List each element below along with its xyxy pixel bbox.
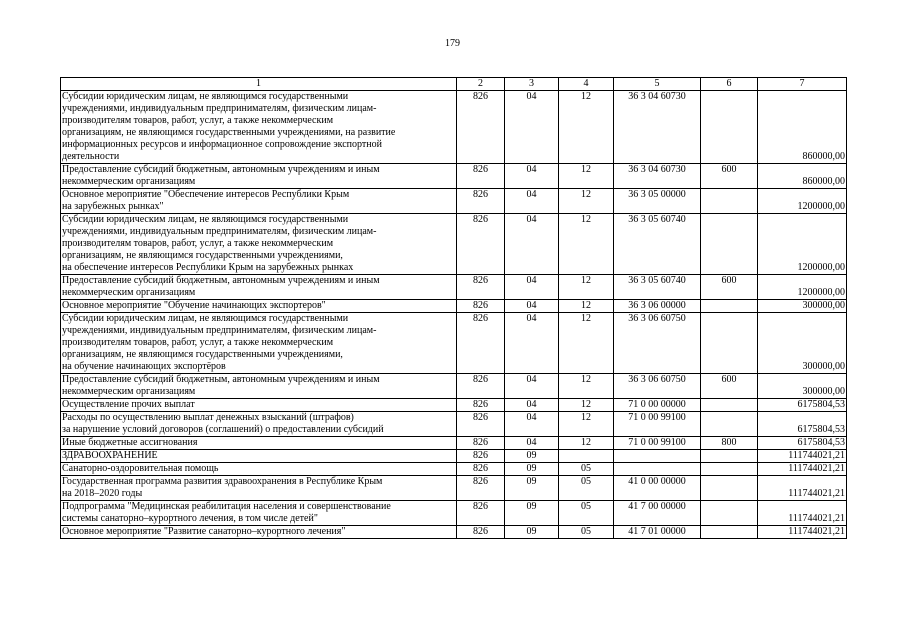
target-article-code: 36 3 05 00000: [614, 189, 701, 214]
admin-code: 826: [457, 463, 505, 476]
column-header-3: 3: [505, 78, 559, 91]
table-row: [61, 214, 847, 275]
description-line: Расходы по осуществлению выплат денежных взысканий (штрафов): [62, 412, 354, 423]
description-line: производителям товаров, работ, услуг, а также некоммерческим: [62, 115, 334, 126]
target-article-code: 41 7 00 00000: [614, 501, 701, 526]
section-code: 04: [505, 214, 559, 275]
description-line: системы санаторно–курортного лечения, в том числе детей": [62, 513, 318, 524]
description-line: Осуществление прочих выплат: [62, 399, 195, 410]
description-line: на обеспечение интересов Республики Крым на зарубежных рынках: [62, 262, 354, 273]
amount: 6175804,53: [758, 399, 847, 412]
expense-type-code: [701, 450, 758, 463]
amount: 860000,00: [758, 91, 847, 164]
section-code: 04: [505, 189, 559, 214]
section-code: 04: [505, 412, 559, 437]
target-article-code: 41 7 01 00000: [614, 526, 701, 539]
row-description: [61, 374, 457, 399]
amount: 300000,00: [758, 313, 847, 374]
expense-type-code: [701, 189, 758, 214]
description-line: на обучение начинающих экспортёров: [62, 361, 226, 372]
section-code: 04: [505, 91, 559, 164]
admin-code: 826: [457, 91, 505, 164]
admin-code: 826: [457, 399, 505, 412]
subsection-code: 12: [559, 164, 614, 189]
table-row: [61, 526, 847, 539]
amount: 860000,00: [758, 164, 847, 189]
row-description: [61, 275, 457, 300]
header-row: [61, 78, 847, 91]
expense-type-code: [701, 214, 758, 275]
row-description: [61, 189, 457, 214]
subsection-code: [559, 450, 614, 463]
expense-type-code: [701, 463, 758, 476]
expense-type-code: [701, 313, 758, 374]
description-line: Предоставление субсидий бюджетным, автономным учреждениям и иным: [62, 275, 380, 286]
description-line: Предоставление субсидий бюджетным, автономным учреждениям и иным: [62, 164, 380, 175]
expense-type-code: [701, 501, 758, 526]
budget-table: [60, 77, 847, 539]
subsection-code: 12: [559, 374, 614, 399]
section-code: 04: [505, 399, 559, 412]
description-line: организациям, не являющимся государственными учреждениями,: [62, 250, 343, 261]
section-code: 09: [505, 476, 559, 501]
row-description: [61, 437, 457, 450]
description-line: Предоставление субсидий бюджетным, автономным учреждениям и иным: [62, 374, 380, 385]
table-row: [61, 189, 847, 214]
description-line: производителям товаров, работ, услуг, а также некоммерческим: [62, 337, 334, 348]
subsection-code: 05: [559, 526, 614, 539]
description-line: на 2018–2020 годы: [62, 488, 143, 499]
section-code: 04: [505, 374, 559, 399]
description-line: некоммерческим организациям: [62, 386, 196, 397]
description-line: Субсидии юридическим лицам, не являющимся государственными: [62, 214, 349, 225]
admin-code: 826: [457, 300, 505, 313]
target-article-code: 36 3 04 60730: [614, 91, 701, 164]
admin-code: 826: [457, 189, 505, 214]
amount: 111744021,21: [758, 501, 847, 526]
admin-code: 826: [457, 214, 505, 275]
subsection-code: 05: [559, 501, 614, 526]
amount: 1200000,00: [758, 275, 847, 300]
target-article-code: 36 3 04 60730: [614, 164, 701, 189]
column-header-7: 7: [758, 78, 847, 91]
row-description: [61, 399, 457, 412]
description-line: Подпрограмма "Медицинская реабилитация населения и совершенствование: [62, 501, 391, 512]
page-number: 179: [445, 38, 460, 49]
row-description: [61, 91, 457, 164]
subsection-code: 12: [559, 214, 614, 275]
target-article-code: 71 0 00 99100: [614, 437, 701, 450]
table-row: [61, 275, 847, 300]
subsection-code: 12: [559, 300, 614, 313]
target-article-code: 36 3 05 60740: [614, 275, 701, 300]
expense-type-code: 600: [701, 164, 758, 189]
column-header-1: 1: [61, 78, 457, 91]
admin-code: 826: [457, 164, 505, 189]
description-line: за нарушение условий договоров (соглашений) о предоставлении субсидий: [62, 424, 384, 435]
admin-code: 826: [457, 313, 505, 374]
subsection-code: 12: [559, 91, 614, 164]
expense-type-code: [701, 300, 758, 313]
row-description: [61, 313, 457, 374]
amount: 300000,00: [758, 300, 847, 313]
expense-type-code: 800: [701, 437, 758, 450]
section-code: 04: [505, 313, 559, 374]
subsection-code: 12: [559, 399, 614, 412]
target-article-code: 71 0 00 00000: [614, 399, 701, 412]
row-description: [61, 164, 457, 189]
table-row: [61, 313, 847, 374]
table-row: [61, 450, 847, 463]
expense-type-code: [701, 91, 758, 164]
target-article-code: 36 3 06 60750: [614, 313, 701, 374]
admin-code: 826: [457, 437, 505, 450]
expense-type-code: [701, 412, 758, 437]
column-header-2: 2: [457, 78, 505, 91]
table-row: [61, 164, 847, 189]
description-line: Основное мероприятие "Обучение начинающих экспортеров": [62, 300, 326, 311]
target-article-code: 36 3 06 00000: [614, 300, 701, 313]
description-line: организациям, не являющимся государственными учреждениями,: [62, 349, 343, 360]
subsection-code: 05: [559, 463, 614, 476]
subsection-code: 12: [559, 189, 614, 214]
row-description: [61, 463, 457, 476]
description-line: учреждениями, индивидуальным предпринимателям, физическим лицам-: [62, 325, 377, 336]
subsection-code: 12: [559, 313, 614, 374]
target-article-code: 41 0 00 00000: [614, 476, 701, 501]
table-row: [61, 412, 847, 437]
row-description: [61, 412, 457, 437]
description-line: некоммерческим организациям: [62, 287, 196, 298]
table-row: [61, 399, 847, 412]
subsection-code: 05: [559, 476, 614, 501]
table-row: [61, 437, 847, 450]
target-article-code: 71 0 00 99100: [614, 412, 701, 437]
admin-code: 826: [457, 412, 505, 437]
amount: 6175804,53: [758, 412, 847, 437]
row-description: [61, 476, 457, 501]
amount: 111744021,21: [758, 463, 847, 476]
amount: 111744021,21: [758, 526, 847, 539]
amount: 1200000,00: [758, 189, 847, 214]
section-code: 04: [505, 437, 559, 450]
subsection-code: 12: [559, 412, 614, 437]
admin-code: 826: [457, 501, 505, 526]
description-line: производителям товаров, работ, услуг, а также некоммерческим: [62, 238, 334, 249]
description-line: Основное мероприятие "Развитие санаторно–курортного лечения": [62, 526, 346, 537]
section-code: 04: [505, 300, 559, 313]
description-line: Иные бюджетные ассигнования: [62, 437, 198, 448]
target-article-code: 36 3 06 60750: [614, 374, 701, 399]
description-line: на зарубежных рынках": [62, 201, 164, 212]
subsection-code: 12: [559, 275, 614, 300]
description-line: Государственная программа развития здравоохранения в Республике Крым: [62, 476, 383, 487]
amount: 1200000,00: [758, 214, 847, 275]
admin-code: 826: [457, 526, 505, 539]
amount: 111744021,21: [758, 476, 847, 501]
expense-type-code: [701, 476, 758, 501]
column-header-6: 6: [701, 78, 758, 91]
table-row: [61, 91, 847, 164]
description-line: учреждениями, индивидуальным предпринимателям, физическим лицам-: [62, 226, 377, 237]
row-description: [61, 501, 457, 526]
target-article-code: [614, 450, 701, 463]
column-header-5: 5: [614, 78, 701, 91]
row-description: [61, 526, 457, 539]
description-line: Субсидии юридическим лицам, не являющимся государственными: [62, 313, 349, 324]
row-description: [61, 300, 457, 313]
amount: 111744021,21: [758, 450, 847, 463]
description-line: Основное мероприятие "Обеспечение интересов Республики Крым: [62, 189, 350, 200]
expense-type-code: 600: [701, 374, 758, 399]
admin-code: 826: [457, 374, 505, 399]
table-row: [61, 374, 847, 399]
description-line: Санаторно-оздоровительная помощь: [62, 463, 219, 474]
expense-type-code: [701, 526, 758, 539]
section-code: 09: [505, 463, 559, 476]
table-row: [61, 300, 847, 313]
column-header-4: 4: [559, 78, 614, 91]
description-line: ЗДРАВООХРАНЕНИЕ: [62, 450, 158, 461]
admin-code: 826: [457, 275, 505, 300]
description-line: организациям, не являющимся государственными учреждениями, на развитие: [62, 127, 396, 138]
amount: 6175804,53: [758, 437, 847, 450]
subsection-code: 12: [559, 437, 614, 450]
target-article-code: [614, 463, 701, 476]
section-code: 04: [505, 164, 559, 189]
table-row: [61, 501, 847, 526]
description-line: некоммерческим организациям: [62, 176, 196, 187]
description-line: учреждениями, индивидуальным предпринимателям, физическим лицам-: [62, 103, 377, 114]
row-description: [61, 214, 457, 275]
description-line: информационных ресурсов и информационное сопровождение экспортной: [62, 139, 382, 150]
section-code: 04: [505, 275, 559, 300]
table-row: [61, 476, 847, 501]
admin-code: 826: [457, 450, 505, 463]
table-row: [61, 463, 847, 476]
section-code: 09: [505, 450, 559, 463]
description-line: деятельности: [62, 151, 120, 162]
row-description: [61, 450, 457, 463]
target-article-code: 36 3 05 60740: [614, 214, 701, 275]
admin-code: 826: [457, 476, 505, 501]
expense-type-code: [701, 399, 758, 412]
amount: 300000,00: [758, 374, 847, 399]
description-line: Субсидии юридическим лицам, не являющимся государственными: [62, 91, 349, 102]
expense-type-code: 600: [701, 275, 758, 300]
section-code: 09: [505, 501, 559, 526]
section-code: 09: [505, 526, 559, 539]
